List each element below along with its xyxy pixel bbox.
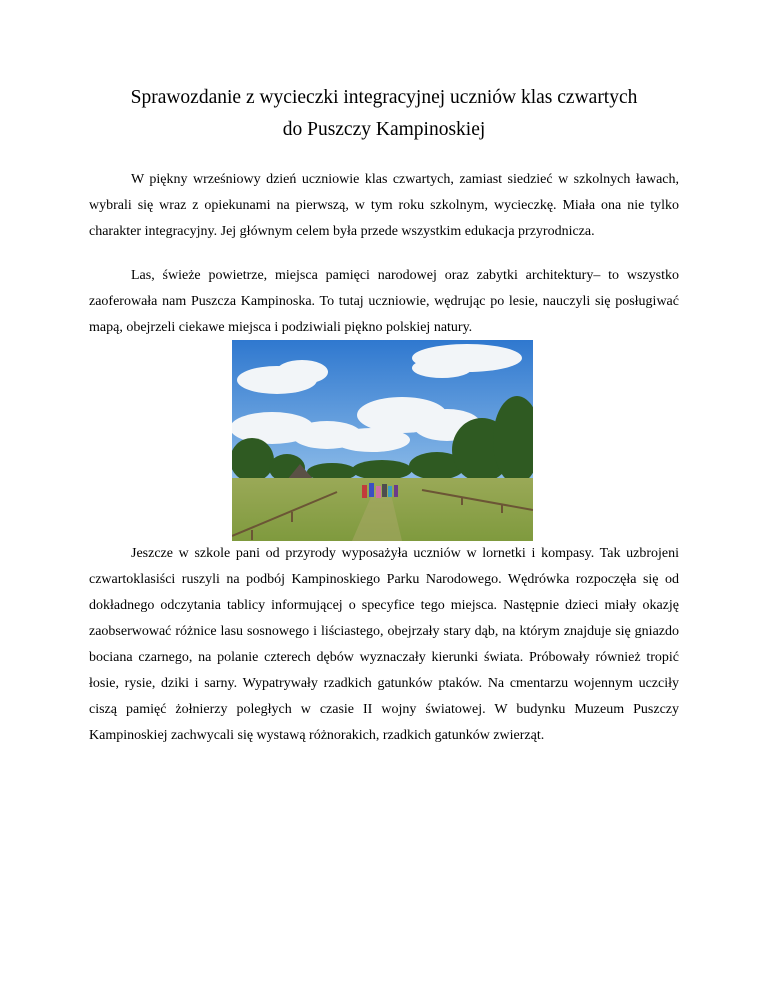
paragraph-intro: W piękny wrześniowy dzień uczniowie klas czwartych, zamiast siedzieć w szkolnych ławach, wybrali się wraz z opiekunami na pierwszą, w tym roku szkolnym, wycieczkę. Miała ona nie tylko charakter integracyjny. Jej głównym celem była przede wszystkim edukacja przyrodnicza. (89, 172, 679, 239)
paragraph-forest: Las, świeże powietrze, miejsca pamięci narodowej oraz zabytki architektury– to wszystko zaoferowała nam Puszcza Kampinoska. To tutaj uczniowie, wędrując po lesie, nauczyli się posługiwać mapą, obejrzeli ciekawe miejsca i podziwiali piękno polskiej natury. (89, 268, 679, 335)
trip-photo (232, 340, 533, 541)
paragraph-trip-details: Jeszcze w szkole pani od przyrody wyposażyła uczniów w lornetki i kompasy. Tak uzbrojeni czwartoklasiści ruszyli na podbój Kampinoskiego Parku Narodowego. Wędrówka rozpoczęła się od dokładnego odczytania tablicy informującej o specyfice tego miejsca. Następnie dzieci miały okazję zaobserwować różnice lasu sosnowego i liściastego, obejrzały stary dąb, na którym znajduje się gniazdo bociana czarnego, na polanie czterech dębów wyznaczały kierunki świata. Próbowały również tropić łosie, rysie, dziki i sarny. Wypatrywały rzadkich gatunków ptaków. Na cmentarzu wojennym uczciły ciszą pamięć żołnierzy poległych w czasie II wojny światowej. W budynku Muzeum Puszczy Kampinoskiej zachwycali się wystawą różnorakich, rzadkich gatunków zwierząt. (89, 546, 679, 743)
meadow-hikers-image (232, 340, 533, 541)
document-title-line-2: do Puszczy Kampinoskiej (282, 119, 486, 140)
document-title-line-1: Sprawozdanie z wycieczki integracyjnej uczniów klas czwartych (130, 87, 638, 108)
